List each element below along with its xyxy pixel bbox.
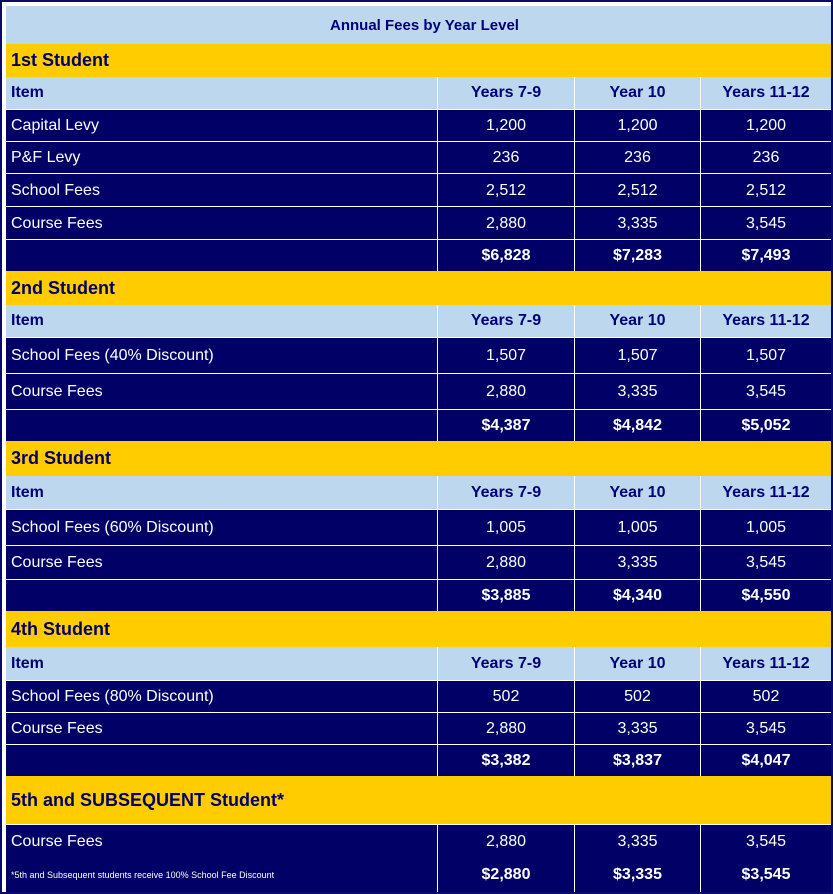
- table-row: [6, 173, 831, 207]
- row-value-years-7-9: 2,880: [438, 825, 575, 859]
- total-years-7-9: $3,382: [438, 745, 575, 777]
- row-value-year-10: 3,335: [575, 546, 701, 580]
- table-row: [6, 337, 831, 374]
- column-header-years-7-9: Years 7-9: [438, 305, 575, 337]
- row-value-year-10: 502: [575, 681, 701, 713]
- total-label: [6, 745, 438, 777]
- row-value-year-10: 236: [575, 142, 701, 174]
- row-value-years-11-12: 502: [752, 688, 780, 705]
- row-value-years-7-9: 236: [438, 142, 575, 174]
- row-item: P&F Levy: [6, 142, 438, 174]
- column-header-years-7-9: Years 7-9: [438, 77, 575, 109]
- column-header-year-10: Year 10: [575, 647, 701, 680]
- total-label: [6, 580, 438, 612]
- row-value-year-10: 2,512: [575, 174, 701, 207]
- row-item: Course Fees: [6, 825, 438, 859]
- row-value-years-11-12: 236: [752, 149, 780, 166]
- row-value-years-11-12: 3,545: [745, 214, 787, 232]
- row-item: School Fees (40% Discount): [6, 338, 438, 374]
- table-row: [6, 509, 831, 546]
- column-header-row: [6, 647, 831, 680]
- total-label: [6, 410, 438, 442]
- row-value-years-7-9: 1,200: [438, 110, 575, 142]
- total-year-10: $3,837: [575, 745, 701, 777]
- section-heading-3rd-student: 3rd Student: [6, 441, 831, 476]
- column-header-years-7-9: Years 7-9: [438, 647, 575, 680]
- total-years-11-12: $3,545: [741, 866, 791, 883]
- total-years-7-9: $3,885: [438, 580, 575, 612]
- row-value-years-11-12: 3,545: [745, 720, 787, 737]
- total-row: [6, 409, 831, 442]
- table-row: [6, 109, 831, 142]
- column-header-years-11-12: Years 11-12: [722, 483, 810, 501]
- row-value-years-7-9: 2,880: [438, 374, 575, 410]
- table-row: [6, 824, 831, 859]
- row-item: Course Fees: [6, 207, 438, 240]
- row-value-years-7-9: 2,512: [438, 174, 575, 207]
- total-year-10: $4,340: [575, 580, 701, 612]
- row-value-years-11-12: 1,005: [745, 519, 787, 536]
- row-value-years-7-9: 1,507: [438, 338, 575, 374]
- total-year-10: $7,283: [575, 240, 701, 272]
- row-item: Course Fees: [6, 546, 438, 580]
- total-years-11-12: $7,493: [741, 247, 791, 264]
- row-value-years-7-9: 502: [438, 681, 575, 713]
- row-value-years-11-12: 2,512: [745, 181, 787, 199]
- column-header-item: Item: [6, 77, 438, 109]
- column-header-item: Item: [6, 647, 438, 680]
- row-value-years-11-12: 3,545: [745, 833, 787, 850]
- total-years-7-9: $4,387: [438, 410, 575, 442]
- column-header-year-10: Year 10: [575, 305, 701, 337]
- column-header-item: Item: [6, 476, 438, 509]
- row-value-year-10: 3,335: [575, 825, 701, 859]
- table-row: [6, 545, 831, 580]
- table-title-text: Annual Fees by Year Level: [330, 16, 519, 34]
- total-years-11-12: $4,550: [741, 587, 791, 604]
- discount-footnote: *5th and Subsequent students receive 100% School Fee Discount: [6, 858, 438, 892]
- row-item: Course Fees: [6, 713, 438, 745]
- total-years-11-12: $5,052: [741, 417, 791, 434]
- row-value-year-10: 1,005: [575, 510, 701, 546]
- row-value-year-10: 1,507: [575, 338, 701, 374]
- total-years-7-9: $6,828: [438, 240, 575, 272]
- column-header-years-11-12: Years 11-12: [722, 84, 810, 101]
- column-header-year-10: Year 10: [575, 77, 701, 109]
- column-header-years-7-9: Years 7-9: [438, 476, 575, 509]
- table-row: [6, 206, 831, 240]
- column-header-row: [6, 476, 831, 509]
- row-value-year-10: 3,335: [575, 374, 701, 410]
- column-header-item: Item: [6, 305, 438, 337]
- row-item: School Fees: [6, 174, 438, 207]
- column-header-years-11-12: Years 11-12: [722, 654, 810, 672]
- row-value-years-7-9: 2,880: [438, 713, 575, 745]
- section-heading-5th-student: 5th and SUBSEQUENT Student*: [6, 776, 831, 824]
- total-row: [6, 239, 831, 272]
- total-label: [6, 240, 438, 272]
- row-item: Course Fees: [6, 374, 438, 410]
- row-value-year-10: 3,335: [575, 207, 701, 240]
- row-value-years-7-9: 2,880: [438, 546, 575, 580]
- row-value-years-11-12: 1,200: [745, 117, 787, 134]
- table-row: [6, 141, 831, 174]
- table-row: [6, 712, 831, 745]
- row-item: School Fees (60% Discount): [6, 510, 438, 546]
- total-years-7-9: $2,880: [438, 858, 575, 892]
- total-row: [6, 744, 831, 777]
- row-value-years-7-9: 2,880: [438, 207, 575, 240]
- row-value-years-11-12: 3,545: [745, 554, 787, 571]
- total-year-10: $4,842: [575, 410, 701, 442]
- total-year-10: $3,335: [575, 858, 701, 892]
- section-heading-4th-student: 4th Student: [6, 611, 831, 647]
- table-row: [6, 373, 831, 410]
- column-header-years-11-12: Years 11-12: [722, 312, 810, 329]
- total-row: [6, 858, 831, 892]
- column-header-row: [6, 305, 831, 337]
- total-row: [6, 579, 831, 612]
- row-value-year-10: 3,335: [575, 713, 701, 745]
- row-item: School Fees (80% Discount): [6, 681, 438, 713]
- total-years-11-12: $4,047: [741, 752, 791, 769]
- column-header-year-10: Year 10: [575, 476, 701, 509]
- section-heading-1st-student: 1st Student: [6, 44, 831, 77]
- row-value-years-11-12: 3,545: [745, 383, 787, 400]
- section-heading-2nd-student: 2nd Student: [6, 271, 831, 305]
- table-title: [6, 6, 831, 44]
- row-value-year-10: 1,200: [575, 110, 701, 142]
- row-value-years-11-12: 1,507: [745, 347, 787, 364]
- column-header-row: [6, 77, 831, 109]
- table-row: [6, 680, 831, 713]
- row-item: Capital Levy: [6, 110, 438, 142]
- row-value-years-7-9: 1,005: [438, 510, 575, 546]
